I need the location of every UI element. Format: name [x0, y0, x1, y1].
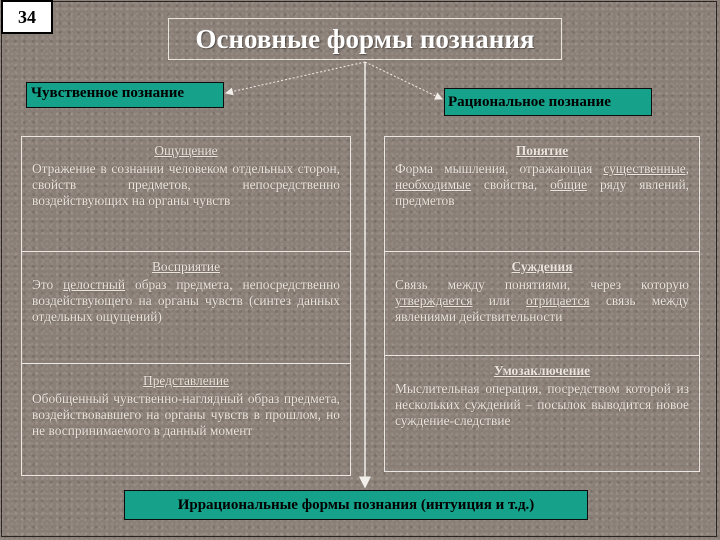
representation-heading: Представление [143, 373, 229, 388]
page-number: 34 [1, 0, 53, 34]
representation-text: Обобщенный чувственно-наглядный образ предмета, воздействовавшего на органы чувств в прошлом, но не воспринимаемого в данный момент [32, 391, 340, 438]
inference-heading: Умозаключение [493, 363, 591, 378]
arrow-to-sensory [226, 62, 365, 93]
section-divider [22, 251, 350, 252]
judgment-section [385, 255, 699, 355]
concept-text: Форма мышления, отражающая существенные, необходимые свойства, общие ряду явлений, предметов [395, 161, 689, 208]
concept-heading: Понятие [515, 143, 569, 158]
arrow-to-rational [365, 62, 442, 99]
perception-heading: Восприятие [151, 259, 221, 274]
section-divider [22, 363, 350, 364]
inference-text: Мыслительная операция, посредством которой из нескольких суждений – посылок выводится новое суждение-следствие [395, 381, 689, 428]
sensation-section [22, 139, 350, 247]
sensory-forms-panel [21, 136, 351, 476]
perception-section [22, 255, 350, 363]
sensation-heading: Ощущение [154, 143, 218, 158]
rational-forms-panel [384, 136, 700, 472]
sensation-text: Отражение в сознании человеком отдельных сторон, свойств предметов, непосредственно воздействующих на органы чувств [32, 161, 340, 208]
rational-cognition-label: Рациональное познание [444, 88, 652, 116]
representation-section [22, 369, 350, 473]
irrational-cognition-label: Иррациональные формы познания (интуиция и т.д.) [124, 490, 588, 520]
section-divider [385, 355, 699, 356]
judgment-text: Связь между понятиями, через которую утверждается или отрицается связь между явлениями действительности [395, 277, 689, 324]
concept-section [385, 139, 699, 249]
perception-text: Это целостный образ предмета, непосредственно воздействующего на органы чувств (синтез данных отдельных ощущений) [32, 277, 340, 324]
page-title: Основные формы познания [168, 18, 562, 60]
sensory-cognition-label: Чувственное познание [26, 82, 224, 108]
section-divider [385, 251, 699, 252]
inference-section [385, 359, 699, 469]
judgment-heading: Суждения [511, 259, 573, 274]
